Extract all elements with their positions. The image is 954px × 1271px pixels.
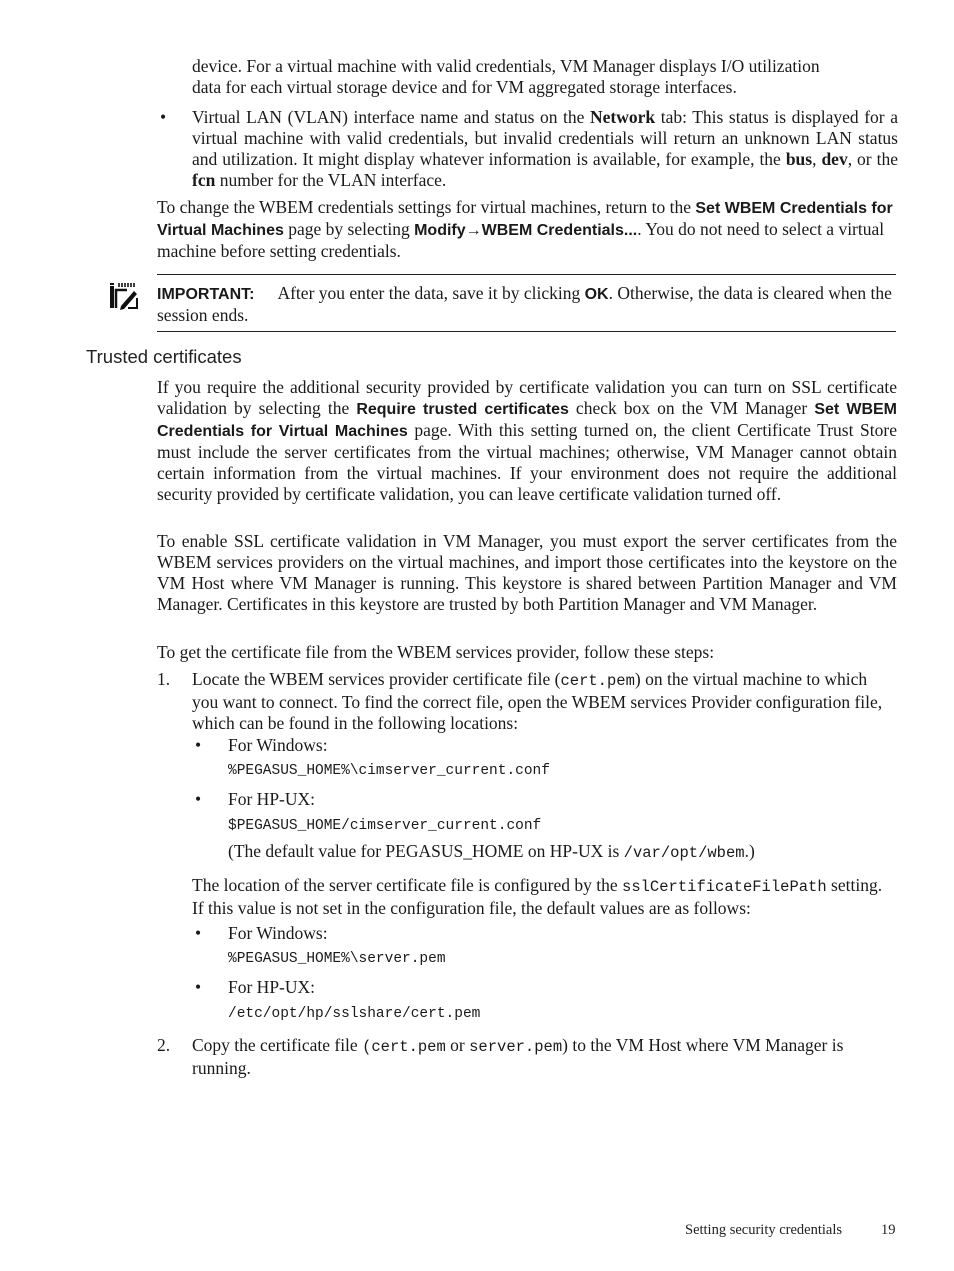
step-1-text: Locate the WBEM services provider certificate file (cert.pem) on the virtual machine to which you want to connect. To find the correct file, open the WBEM services Provider configuration file, which can be found in the following locations: (192, 669, 883, 733)
vlan-bullet-text: Virtual LAN (VLAN) interface name and status on the Network tab: This status is displayed for a virtual machine with valid credentials, but invalid credentials will return an unknown LAN status and utilization. It might display whatever information is available, for example, the bus, dev, or the fcn number for the VLAN interface. (192, 107, 898, 190)
set-wbem-page-name-2: Set WBEM Credentials for Virtual Machines (157, 401, 897, 440)
ssl-certificate-file-path-setting: sslCertificateFilePath (622, 878, 827, 896)
important-note-icon (107, 280, 139, 312)
bullet-symbol: • (195, 923, 202, 943)
fcn-term: fcn (192, 170, 216, 190)
windows-config-path: %PEGASUS_HOME%\cimserver_current.conf (228, 763, 550, 779)
network-tab-label: Network (590, 107, 656, 127)
server-cert-location-paragraph: The location of the server certificate file is configured by the sslCertificateFilePath setting. If this value is not set in the configuration file, the default values are as follows: (192, 875, 883, 918)
continuation-paragraph (192, 56, 902, 98)
trusted-cert-paragraph-3: To get the certificate file from the WBEM services provider, follow these steps: (157, 642, 715, 662)
change-credentials-paragraph: To change the WBEM credentials settings for virtual machines, return to the Set WBEM Credentials for Virtual Machines page by selecting Modify→WBEM Credentials.... You do not need to select a virtual machine before setting credentials. (157, 197, 893, 261)
set-wbem-page-name: Set WBEM Credentials for Virtual Machines (157, 200, 893, 239)
dev-term: dev (821, 149, 848, 169)
important-bottom-rule (157, 331, 896, 332)
ok-button-name: OK (584, 286, 609, 303)
hpux-label: For HP-UX: (228, 789, 316, 809)
pegasus-home-default-note: (The default value for PEGASUS_HOME on HP-UX is /var/opt/wbem.) (228, 841, 755, 862)
important-note: IMPORTANT: After you enter the data, save it by clicking OK. Otherwise, the data is cleared when the session ends. (157, 283, 892, 325)
bus-term: bus (785, 149, 813, 169)
cert-pem-filename: cert.pem (560, 672, 635, 690)
hpux-cert-pem-path: /etc/opt/hp/sslshare/cert.pem (228, 1006, 481, 1022)
windows-label: For Windows: (228, 735, 328, 755)
step-2-text: Copy the certificate file (cert.pem or server.pem) to the VM Host where VM Manager is running. (192, 1035, 844, 1078)
windows-server-pem-path: %PEGASUS_HOME%\server.pem (228, 951, 446, 967)
hpux-config-path: $PEGASUS_HOME/cimserver_current.conf (228, 818, 542, 834)
important-label: IMPORTANT: (157, 286, 255, 303)
var-opt-wbem-path: /var/opt/wbem (623, 844, 745, 862)
modify-menu-path: Modify→WBEM Credentials... (414, 222, 638, 239)
cert-pem-inline: (cert.pem (362, 1038, 446, 1056)
server-pem-inline: server.pem (469, 1038, 563, 1056)
step-2-number: 2. (157, 1035, 171, 1055)
footer-section-title: Setting security credentials (685, 1222, 843, 1238)
trusted-cert-paragraph-1: If you require the additional security provided by certificate validation you can turn on SSL certificate validation by selecting the Require trusted certificates check box on the VM Manager Set WBEM Credentials for Virtual Machines page. With this setting turned on, the client Certificate Trust Store must include the server certificates from the virtual machines; otherwise, VM Manager cannot obtain certain information from the virtual machines. If your environment does not require the additional security provided by certificate validation, you can leave certificate validation turned off. (157, 377, 897, 504)
require-trusted-certificates-checkbox-name: Require trusted certificates (356, 401, 569, 418)
bullet-symbol: • (160, 107, 167, 127)
trusted-cert-paragraph-2: To enable SSL certificate validation in VM Manager, you must export the server certificates from the WBEM services providers on the virtual machines, and import those certificates into the keystore on the VM Host where VM Manager is running. This keystore is shared between Partition Manager and VM Manager. Certificates in this keystore are trusted by both Partition Manager and VM Manager. (157, 531, 897, 614)
step-1-number: 1. (157, 669, 171, 689)
important-top-rule (157, 274, 896, 275)
bullet-symbol: • (195, 735, 202, 755)
bullet-symbol: • (195, 789, 202, 809)
hpux-label: For HP-UX: (228, 977, 316, 997)
continuation-line-2: data for each virtual storage device and for VM aggregated storage interfaces. (192, 77, 737, 97)
continuation-line-1: device. For a virtual machine with valid credentials, VM Manager displays I/O utilization (192, 56, 820, 76)
windows-label: For Windows: (228, 923, 328, 943)
bullet-symbol: • (195, 977, 202, 997)
section-heading: Trusted certificates (86, 346, 242, 367)
page-number: 19 (881, 1222, 896, 1238)
